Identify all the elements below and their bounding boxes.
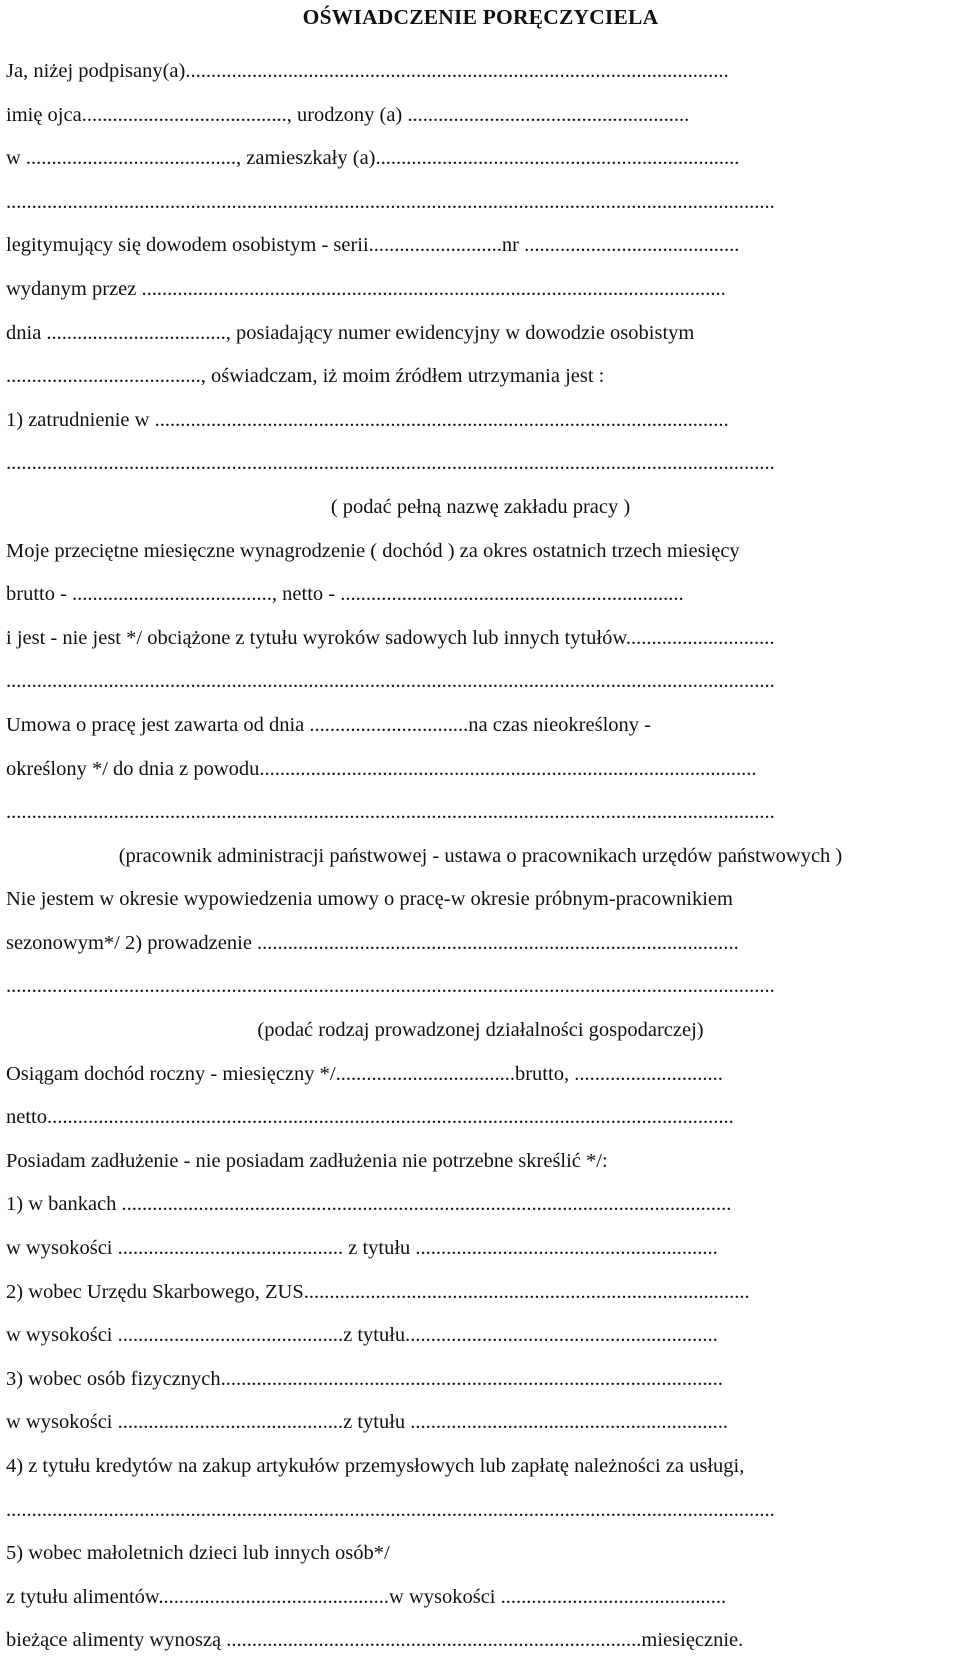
line-income-gross: Osiągam dochód roczny - miesięczny */...................................brutto, ............................. [6, 1062, 723, 1085]
line-notice-period: Nie jestem w okresie wypowiedzenia umowy o pracę-w okresie próbnym-pracownikiem [6, 888, 733, 911]
line-income-source-statement: ......................................, oświadczam, iż moim źródłem utrzymania jest : [6, 365, 605, 388]
line-business: sezonowym*/ 2) prowadzenie .............................................................................................. [6, 931, 739, 954]
line-blank: ...................................................................................................................................................... [6, 452, 775, 475]
document-title: OŚWIADCZENIE PORĘCZYCIELA [302, 5, 659, 29]
line-blank: ...................................................................................................................................................... [6, 670, 775, 693]
line-current-alimony: bieżące alimenty wynoszą .................................................................................miesięcznie. [6, 1629, 744, 1652]
line-declarant-name: Ja, niżej podpisany(a).......................................................................................................... [6, 60, 729, 82]
line-debt-individuals: 3) wobec osób fizycznych.................................................................................................. [6, 1367, 723, 1390]
line-encumbrance: i jest - nie jest */ obciążone z tytułu wyroków sadowych lub innych tytułów............................. [6, 626, 775, 649]
line-birthplace-residence: w ........................................., zamieszkały (a)....................................................................... [6, 147, 740, 170]
line-issued-by: wydanym przez .................................................................................................................. [6, 277, 726, 300]
line-debt-statement: Posiadam zadłużenie - nie posiadam zadłużenia nie potrzebne skreślić */: [6, 1149, 608, 1172]
line-contract-start: Umowa o pracę jest zawarta od dnia ...............................na czas nieokreślony - [6, 713, 651, 736]
line-debt-tax-office: 2) wobec Urzędu Skarbowego, ZUS....................................................................................... [6, 1280, 750, 1303]
line-blank: ...................................................................................................................................................... [6, 1498, 775, 1521]
line-civil-servant-hint: (pracownik administracji państwowej - ustawa o pracownikach urzędów państwowych ) [118, 844, 843, 867]
line-issue-date-pesel: dnia ..................................., posiadający numer ewidencyjny w dowodzie osobistym [6, 321, 695, 344]
document-body [6, 50, 955, 1663]
line-income-net: netto...................................................................................................................................... [6, 1106, 734, 1129]
line-debt-banks-amount: w wysokości ............................................ z tytułu ........................................................... [6, 1237, 718, 1260]
document-page [6, 0, 955, 1652]
line-debt-individuals-amount: w wysokości ............................................z tytułu .............................................................. [6, 1411, 729, 1434]
line-id-series-number: legitymujący się dowodem osobistym - serii..........................nr .......................................... [6, 234, 740, 257]
line-blank: ...................................................................................................................................................... [6, 975, 775, 998]
line-father-name-birth: imię ojca........................................, urodzony (a) ....................................................... [6, 103, 690, 126]
line-debt-credit: 4) z tytułu kredytów na zakup artykułów przemysłowych lub zapłatę należności za usługi, [6, 1455, 745, 1477]
line-average-salary: Moje przeciętne miesięczne wynagrodzenie ( dochód ) za okres ostatnich trzech miesięcy [6, 539, 740, 562]
line-business-hint: (podać rodzaj prowadzonej działalności gospodarczej) [257, 1019, 704, 1042]
line-alimony-amount: z tytułu alimentów.............................................w wysokości ............................................ [6, 1585, 727, 1608]
line-debt-tax-office-amount: w wysokości ............................................z tytułu............................................................. [6, 1324, 718, 1347]
line-debt-alimony: 5) wobec małoletnich dzieci lub innych osób*/ [6, 1542, 390, 1565]
line-blank: ...................................................................................................................................................... [6, 801, 775, 824]
line-employer-hint: ( podać pełną nazwę zakładu pracy ) [330, 495, 631, 518]
line-employment: 1) zatrudnienie w ................................................................................................................ [6, 408, 729, 431]
line-debt-banks: 1) w bankach ....................................................................................................................... [6, 1193, 732, 1216]
line-gross-net: brutto - ......................................., netto - ................................................................... [6, 583, 684, 606]
line-contract-end: określony */ do dnia z powodu................................................................................................. [6, 757, 757, 780]
line-blank: ...................................................................................................................................................... [6, 190, 775, 213]
